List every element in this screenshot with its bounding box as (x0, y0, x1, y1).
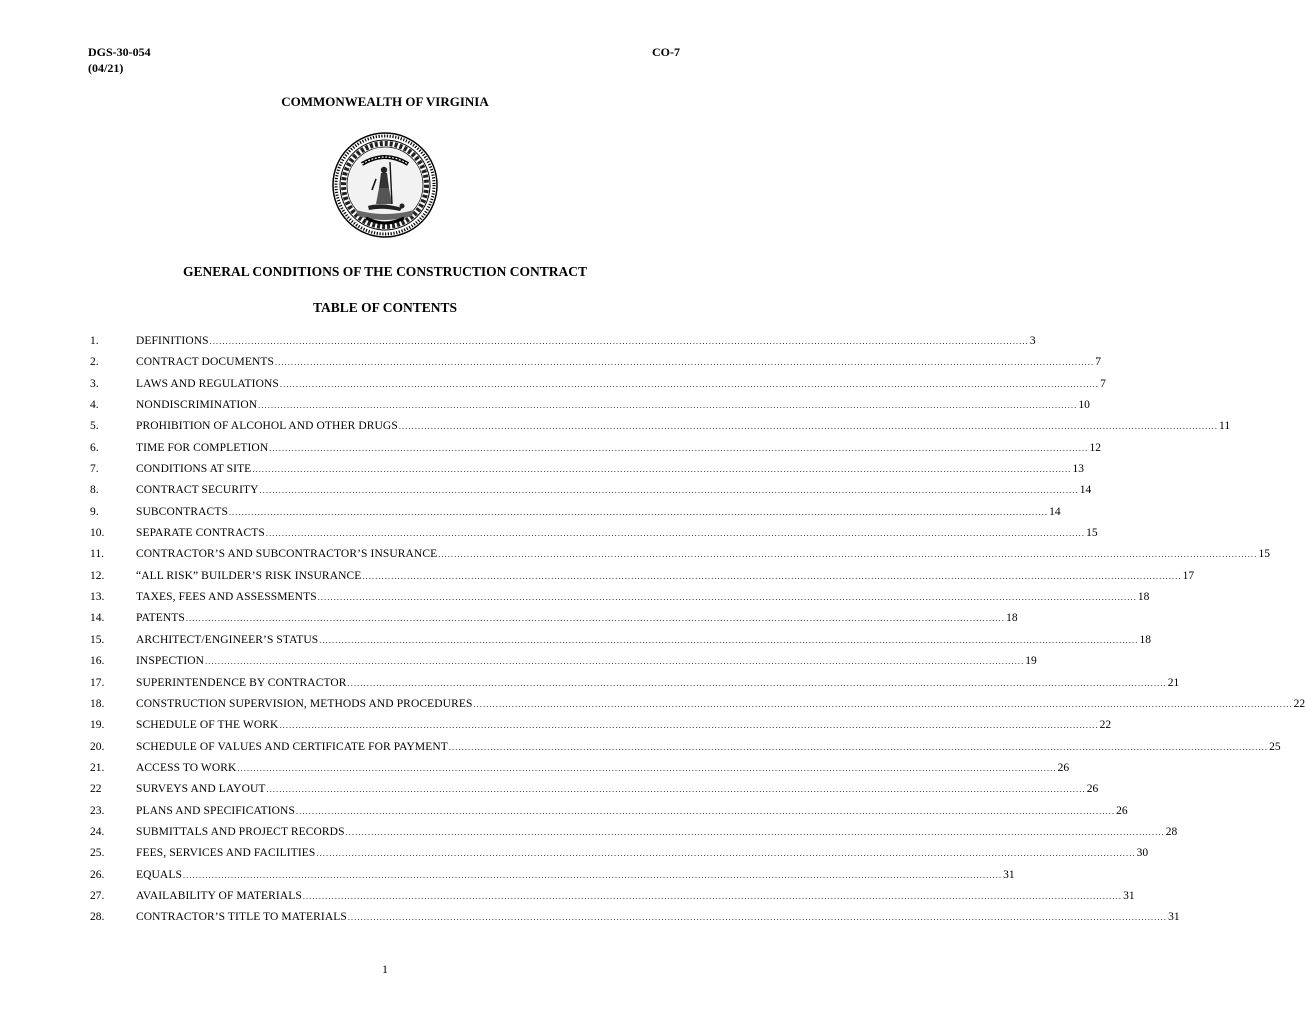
toc-entry-number: 10. (90, 527, 105, 540)
toc-dot-leader (280, 376, 1099, 393)
toc-entry-page: 26 (1116, 804, 1128, 817)
form-identifier (88, 44, 151, 76)
toc-entry-number: 20. (90, 740, 105, 753)
toc-entry-page: 26 (1057, 761, 1070, 774)
toc-entry[interactable] (90, 333, 1036, 354)
commonwealth-heading: COMMONWEALTH OF VIRGINIA (281, 94, 489, 109)
toc-entry-title: INSPECTION (136, 655, 205, 668)
toc-entry-title: FEES, SERVICES AND FACILITIES (136, 847, 316, 860)
toc-entry-title: TIME FOR COMPLETION (136, 441, 269, 454)
toc-dot-leader (260, 482, 1079, 499)
table-of-contents (90, 333, 1305, 931)
toc-dot-leader (186, 610, 1005, 627)
toc-entry-page: 14 (1079, 484, 1092, 497)
toc-entry-number: 19. (90, 719, 105, 732)
toc-entry-title: ACCESS TO WORK (136, 761, 237, 774)
toc-entry-page: 17 (1182, 569, 1195, 582)
toc-entry[interactable] (90, 760, 1070, 781)
toc-entry[interactable] (90, 546, 1270, 567)
toc-entry-page: 15 (1086, 527, 1098, 540)
toc-dot-leader (183, 867, 1002, 884)
toc-entry-page: 15 (1258, 548, 1270, 561)
toc-entry-title: SCHEDULE OF THE WORK (136, 719, 279, 732)
toc-entry[interactable] (90, 610, 1018, 631)
toc-entry[interactable] (90, 845, 1149, 866)
toc-entry-title: SURVEYS AND LAYOUT (136, 783, 266, 796)
toc-entry-number: 26. (90, 868, 105, 881)
toc-heading: TABLE OF CONTENTS (312, 300, 458, 315)
toc-entry-title: NONDISCRIMINATION (136, 399, 258, 412)
toc-entry-title: SCHEDULE OF VALUES AND CERTIFICATE FOR PAYMENT (136, 740, 448, 753)
toc-entry-title: AVAILABILITY OF MATERIALS (136, 889, 302, 902)
toc-entry[interactable] (90, 803, 1128, 824)
toc-dot-leader (279, 717, 1098, 734)
toc-entry-number: 14. (90, 612, 105, 625)
toc-dot-leader (252, 461, 1071, 478)
toc-entry-page: 18 (1137, 591, 1150, 604)
toc-entry-page: 13 (1072, 463, 1085, 476)
toc-entry[interactable] (90, 354, 1101, 375)
toc-entry-title: CONTRACT DOCUMENTS (136, 356, 275, 369)
toc-entry-title: CONTRACT SECURITY (136, 484, 259, 497)
toc-dot-leader (258, 397, 1077, 414)
toc-entry-page: 31 (1123, 889, 1135, 902)
toc-entry-title: SEPARATE CONTRACTS (136, 527, 265, 540)
toc-dot-leader (205, 653, 1024, 670)
toc-entry-number: 6. (90, 441, 99, 454)
toc-entry-page: 22 (1099, 719, 1112, 732)
virginia-state-seal-icon (332, 132, 438, 238)
toc-entry-title: LAWS AND REGULATIONS (136, 377, 279, 390)
toc-entry-page: 7 (1095, 356, 1101, 369)
toc-entry-number: 17. (90, 676, 105, 689)
toc-entry[interactable] (90, 888, 1135, 909)
toc-entry-number: 3. (90, 377, 99, 390)
toc-dot-leader (399, 418, 1218, 435)
toc-dot-leader (229, 504, 1048, 521)
toc-entry-page: 26 (1086, 783, 1099, 796)
toc-entry-title: CONTRACTOR’S TITLE TO MATERIALS (136, 911, 347, 924)
toc-dot-leader (267, 781, 1086, 798)
page-number: 1 (382, 962, 388, 976)
toc-entry[interactable] (90, 632, 1151, 653)
toc-entry[interactable] (90, 696, 1305, 717)
toc-entry-page: 22 (1293, 697, 1305, 710)
form-code: CO-7 (652, 45, 680, 59)
toc-entry-page: 28 (1165, 825, 1178, 838)
toc-entry[interactable] (90, 739, 1281, 760)
toc-entry-title: SUBMITTALS AND PROJECT RECORDS (136, 825, 345, 838)
toc-entry-number: 12. (90, 569, 105, 582)
toc-entry[interactable] (90, 525, 1098, 546)
toc-entry-title: TAXES, FEES AND ASSESSMENTS (136, 591, 317, 604)
toc-entry-page: 25 (1269, 740, 1281, 753)
toc-dot-leader (303, 888, 1122, 905)
toc-entry-page: 10 (1078, 399, 1090, 412)
toc-dot-leader (346, 824, 1165, 841)
toc-entry-title: SUBCONTRACTS (136, 505, 228, 518)
toc-entry-page: 19 (1025, 655, 1037, 668)
toc-entry-number: 9. (90, 505, 99, 518)
toc-entry-number: 22 (90, 783, 102, 796)
form-number: DGS-30-054 (88, 45, 151, 59)
toc-entry-page: 30 (1136, 847, 1149, 860)
toc-dot-leader (348, 909, 1167, 926)
toc-entry[interactable] (90, 653, 1037, 674)
toc-entry-title: CONDITIONS AT SITE (136, 463, 252, 476)
toc-dot-leader (438, 546, 1257, 563)
toc-dot-leader (362, 568, 1181, 585)
toc-dot-leader (266, 525, 1085, 542)
toc-entry-title: EQUALS (136, 868, 182, 881)
toc-dot-leader (473, 696, 1292, 713)
toc-entry-number: 11. (90, 548, 104, 561)
toc-entry-title: “ALL RISK” BUILDER’S RISK INSURANCE (136, 569, 362, 582)
toc-entry[interactable] (90, 376, 1106, 397)
toc-entry[interactable] (90, 568, 1195, 589)
toc-entry-page: 3 (1029, 335, 1036, 347)
toc-entry[interactable] (90, 504, 1061, 525)
toc-entry-title: PLANS AND SPECIFICATIONS (136, 804, 295, 817)
toc-entry-page: 18 (1139, 633, 1151, 646)
toc-entry-number: 16. (90, 655, 105, 668)
toc-entry-title: ARCHITECT/ENGINEER’S STATUS (136, 633, 319, 646)
form-date: (04/21) (88, 61, 124, 75)
toc-entry-number: 8. (90, 484, 99, 497)
toc-entry-title: DEFINITIONS (136, 335, 209, 347)
toc-entry[interactable] (90, 440, 1101, 461)
toc-entry[interactable] (90, 589, 1150, 610)
toc-entry-page: 31 (1168, 911, 1180, 924)
toc-entry-number: 4. (90, 399, 99, 412)
toc-entry-page: 14 (1049, 505, 1061, 518)
toc-entry-number: 7. (90, 463, 99, 476)
document-title: GENERAL CONDITIONS OF THE CONSTRUCTION CONTRACT (183, 264, 587, 279)
toc-dot-leader (449, 739, 1268, 756)
toc-dot-leader (319, 632, 1138, 649)
toc-entry-number: 25. (90, 847, 105, 860)
toc-entry-number: 13. (90, 591, 105, 604)
toc-entry[interactable] (90, 675, 1180, 696)
toc-entry-number: 5. (90, 420, 99, 433)
toc-dot-leader (318, 589, 1137, 606)
toc-dot-leader (316, 845, 1135, 862)
toc-entry[interactable] (90, 909, 1180, 930)
toc-dot-leader (296, 803, 1115, 820)
toc-dot-leader (269, 440, 1088, 457)
toc-entry-number: 24. (90, 825, 105, 838)
toc-entry[interactable] (90, 824, 1178, 845)
toc-entry[interactable] (90, 717, 1112, 738)
toc-entry-number: 23. (90, 804, 105, 817)
toc-entry[interactable] (90, 781, 1099, 802)
toc-entry-number: 1. (90, 335, 99, 347)
toc-entry-number: 18. (90, 697, 105, 710)
toc-entry[interactable] (90, 482, 1092, 503)
toc-dot-leader (210, 333, 1029, 350)
toc-entry-title: PATENTS (136, 612, 185, 625)
toc-entry-page: 7 (1100, 377, 1106, 390)
toc-entry-number: 27. (90, 889, 105, 902)
toc-entry-page: 18 (1006, 612, 1018, 625)
toc-entry[interactable] (90, 418, 1231, 439)
toc-entry-title: CONTRACTOR’S AND SUBCONTRACTOR’S INSURANCE (136, 548, 438, 561)
toc-dot-leader (348, 675, 1167, 692)
toc-entry-number: 15. (90, 633, 105, 646)
toc-entry-number: 21. (90, 761, 105, 774)
toc-entry-title: CONSTRUCTION SUPERVISION, METHODS AND PROCEDURES (136, 697, 473, 710)
toc-entry[interactable] (90, 867, 1015, 888)
toc-entry-number: 28. (90, 911, 105, 924)
toc-entry-page: 21 (1167, 676, 1180, 689)
toc-entry-title: SUPERINTENDENCE BY CONTRACTOR (136, 676, 347, 689)
toc-dot-leader (275, 354, 1094, 371)
toc-entry-title: PROHIBITION OF ALCOHOL AND OTHER DRUGS (136, 420, 398, 433)
toc-entry[interactable] (90, 461, 1085, 482)
toc-entry-page: 11 (1219, 420, 1231, 433)
toc-dot-leader (237, 760, 1056, 777)
toc-entry[interactable] (90, 397, 1090, 418)
toc-entry-page: 31 (1003, 868, 1015, 881)
toc-entry-number: 2. (90, 356, 99, 369)
toc-entry-page: 12 (1089, 441, 1101, 454)
